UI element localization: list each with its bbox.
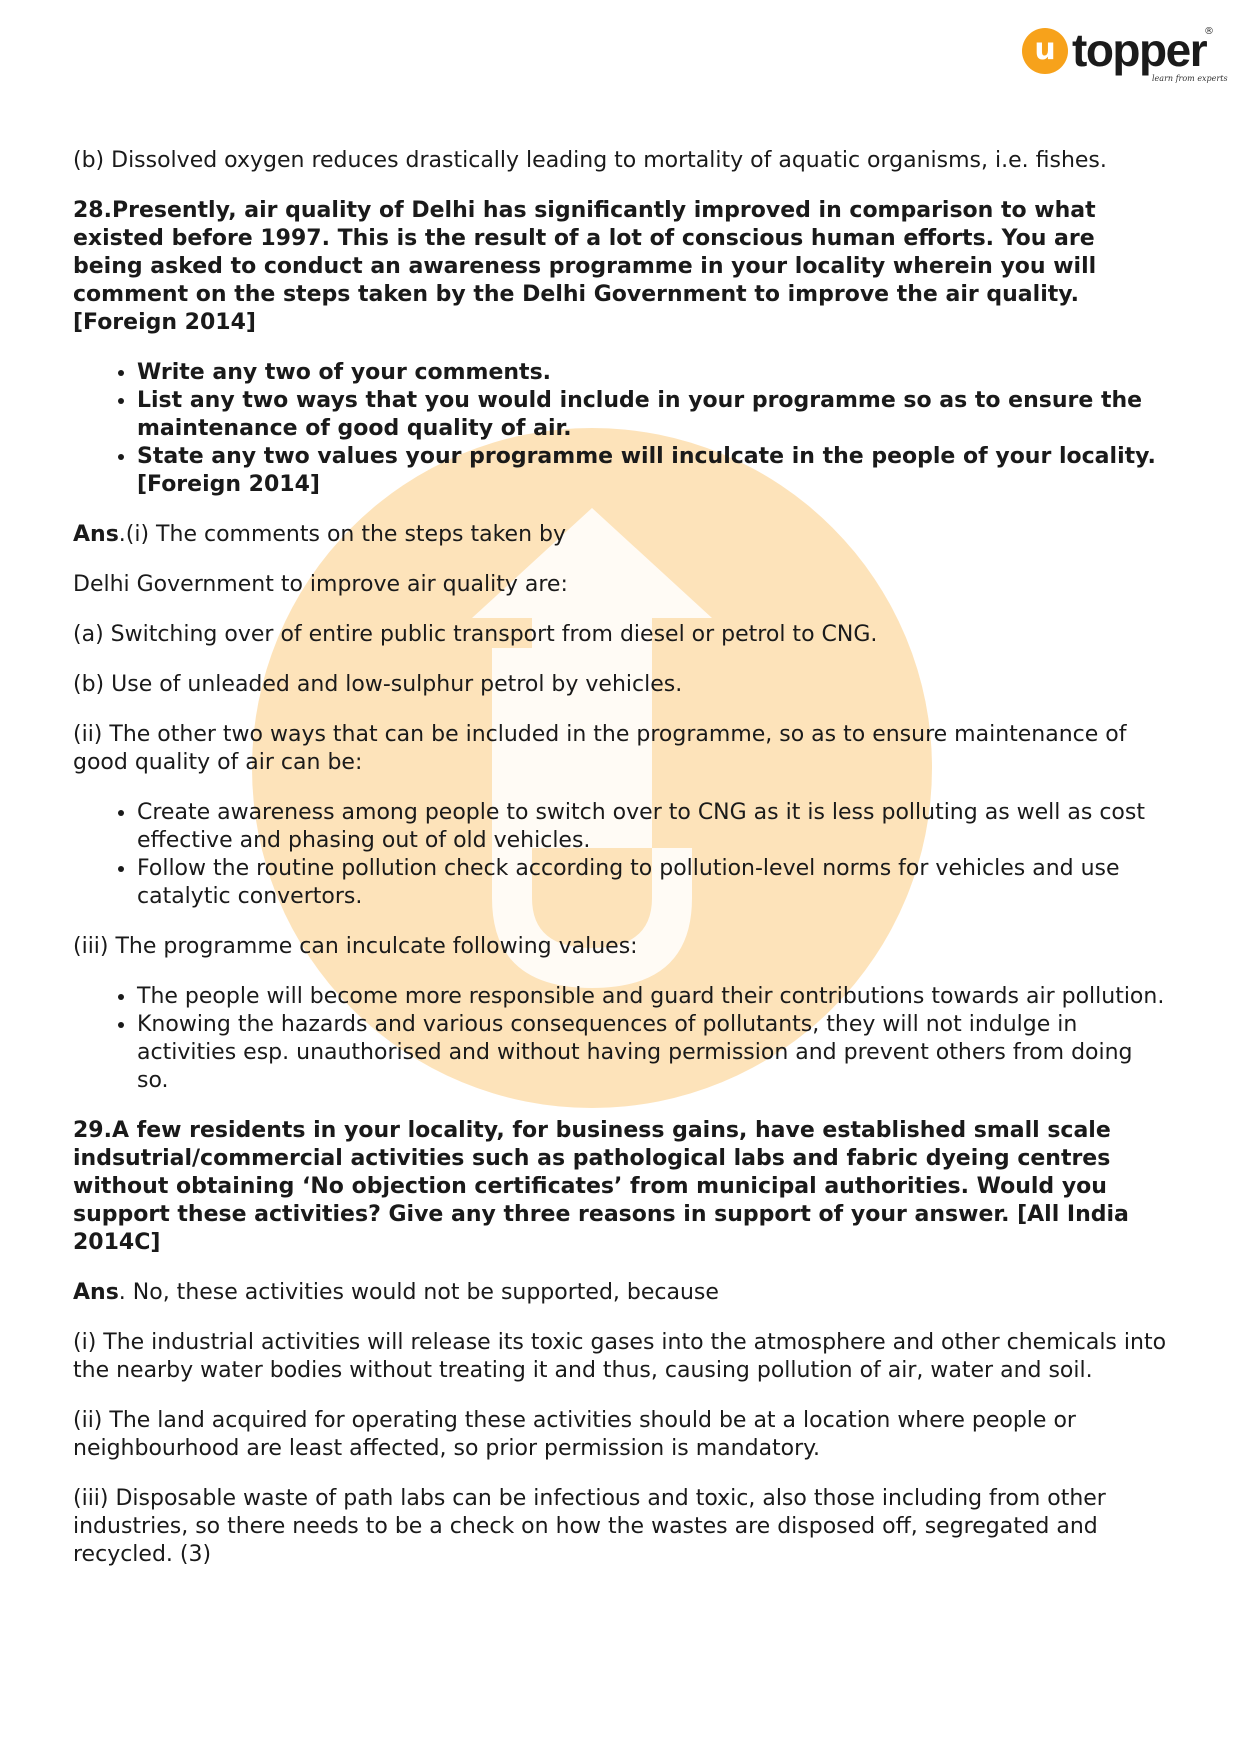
list-item: • Write any two of your comments.	[137, 359, 1168, 387]
answer-28-b: (b) Use of unleaded and low-sulphur petrol by vehicles.	[73, 672, 683, 697]
answer-28-ii: (ii) The other two ways that can be included in the programme, so as to ensure maintenance of good quality of air can be:	[73, 722, 1127, 775]
answer-28-iii: (iii) The programme can inculcate following values:	[73, 934, 638, 959]
list-item: • State any two values your programme will inculcate in the people of your locality. [Foreign 2014]	[137, 443, 1168, 499]
question-28: 28.Presently, air quality of Delhi has significantly improved in comparison to what existed before 1997. This is the result of a lot of conscious human efforts. You are being asked to conduct an awareness programme in your locality wherein you will comment on the steps taken by the Delhi Government to improve the air quality. [Foreign 2014]	[73, 198, 1097, 335]
answer-29-ii: (ii) The land acquired for operating these activities should be at a location where people or neighbourhood are least affected, so prior permission is mandatory.	[73, 1408, 1076, 1461]
answer-29-line: . No, these activities would not be supported, because	[118, 1280, 719, 1305]
topper-logo[interactable]	[1022, 22, 1228, 84]
list-item: • Create awareness among people to switch over to CNG as it is less polluting as well as cost effective and phasing out of old vehicles.	[137, 799, 1168, 855]
topper-badge-icon: u	[1022, 28, 1068, 74]
document-body	[73, 147, 1168, 1591]
answer-29-intro	[73, 1279, 1168, 1307]
answer-28-iii-list	[73, 983, 1168, 1095]
list-item: • List any two ways that you would include in your programme so as to ensure the maintenance of good quality of air.	[137, 387, 1168, 443]
list-item: • Follow the routine pollution check according to pollution-level norms for vehicles and use catalytic convertors.	[137, 855, 1168, 911]
question-28-list	[73, 359, 1168, 499]
ans-label: Ans	[73, 1280, 119, 1305]
logo-tagline: learn from experts	[1152, 74, 1228, 83]
answer-29-iii: (iii) Disposable waste of path labs can be infectious and toxic, also those including from other industries, so there needs to be a check on how the wastes are disposed off, segregated and recycled. (3)	[73, 1486, 1106, 1567]
registered-mark: ®	[1204, 26, 1214, 37]
question-29: 29.A few residents in your locality, for business gains, have established small scale indsutrial/commercial activities such as pathological labs and fabric dyeing centres without obtaining ‘No objection certificates’ from municipal authorities. Would you support these activities? Give any three reasons in support of your answer. [All India 2014C]	[73, 1118, 1129, 1255]
topper-wordmark: topper	[1072, 24, 1207, 76]
ans-label: Ans	[73, 522, 119, 547]
list-item: • The people will become more responsible and guard their contributions towards air pollution.	[137, 983, 1168, 1011]
answer-28-line2: Delhi Government to improve air quality are:	[73, 572, 568, 597]
answer-b-dissolved-oxygen: (b) Dissolved oxygen reduces drastically leading to mortality of aquatic organisms, i.e. fishes.	[73, 148, 1107, 173]
answer-28-a: (a) Switching over of entire public transport from diesel or petrol to CNG.	[73, 622, 878, 647]
answer-28-intro	[73, 521, 1168, 549]
answer-28-ii-list	[73, 799, 1168, 911]
list-item: • Knowing the hazards and various consequences of pollutants, they will not indulge in activities esp. unauthorised and without having permission and prevent others from doing so.	[137, 1011, 1168, 1095]
answer-28-line1: .(i) The comments on the steps taken by	[118, 522, 567, 547]
answer-29-i: (i) The industrial activities will release its toxic gases into the atmosphere and other chemicals into the nearby water bodies without treating it and thus, causing pollution of air, water and soil.	[73, 1330, 1167, 1383]
